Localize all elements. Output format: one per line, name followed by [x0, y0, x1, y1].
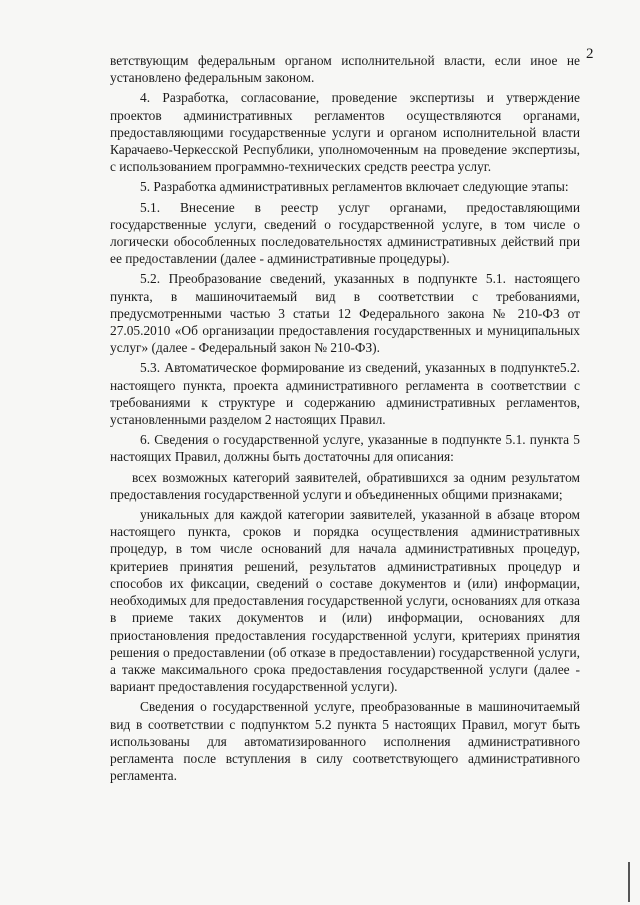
- paragraph: уникальных для каждой категории заявителей, указанной в абзаце втором настоящего пункта, сроков и порядка осуществления административных процедур, в том числе оснований для начала административных процедур, критериев принятия решений, результатов административных процедур и способов их фиксации, сведений о составе документов и (или) информации, необходимых для предоставления государственной услуги, основаниях для отказа в приеме таких документов и (или) информации, основаниях для приостановления предоставления государственной услуги, критериях принятия решения о предоставлении (об отказе в предоставлении) государственной услуги, а также максимального срока предоставления государственной услуги (далее - вариант предоставления государственной услуги).: [110, 507, 580, 695]
- scan-edge-mark: [628, 862, 630, 902]
- paragraph: 5. Разработка административных регламентов включает следующие этапы:: [140, 179, 569, 195]
- paragraph: 5.3. Автоматическое формирование из сведений, указанных в подпункте5.2. настоящего пункта, проекта административного регламента в соответствии с требованиями к структуре и содержанию административных регламентов, установленными разделом 2 настоящих Правил.: [110, 360, 580, 428]
- page-number: 2: [586, 46, 594, 62]
- paragraph: 4. Разработка, согласование, проведение экспертизы и утверждение проектов административных регламентов осуществляются органами, предоставляющими государственные услуги и органом исполнительной власти Карачаево-Черкесской Республики, уполномоченным на проведение экспертизы, с использованием программно-технических средств реестра услуг.: [110, 90, 580, 175]
- document-body: [110, 52, 580, 787]
- paragraph: Сведения о государственной услуге, преобразованные в машиночитаемый вид в соответствии с подпунктом 5.2 пункта 5 настоящих Правил, могут быть использованы для автоматизированного исполнения административного регламента после вступления в силу соответствующего административного регламента.: [110, 699, 580, 784]
- paragraph: всех возможных категорий заявителей, обратившихся за одним результатом предоставления государственной услуги и объединенных общими признаками;: [110, 469, 580, 502]
- paragraph: 5.1. Внесение в реестр услуг органами, предоставляющими государственные услуги, сведений о государственной услуге, в том числе о логически обособленных последовательностях административных действий при ее предоставлении (далее - административные процедуры).: [110, 199, 580, 267]
- paragraph: ветствующим федеральным органом исполнительной власти, если иное не установлено федеральным законом.: [110, 53, 580, 86]
- paragraph: 6. Сведения о государственной услуге, указанные в подпункте 5.1. пункта 5 настоящих Правил, должны быть достаточны для описания:: [110, 432, 580, 465]
- paragraph: 5.2. Преобразование сведений, указанных в подпункте 5.1. настоящего пункта, в машиночитаемый вид в соответствии с требованиями, предусмотренными частью 3 статьи 12 Федерального закона № 210-ФЗ от 27.05.2010 «Об организации предоставления государственных и муниципальных услуг» (далее - Федеральный закон № 210-ФЗ).: [110, 271, 580, 356]
